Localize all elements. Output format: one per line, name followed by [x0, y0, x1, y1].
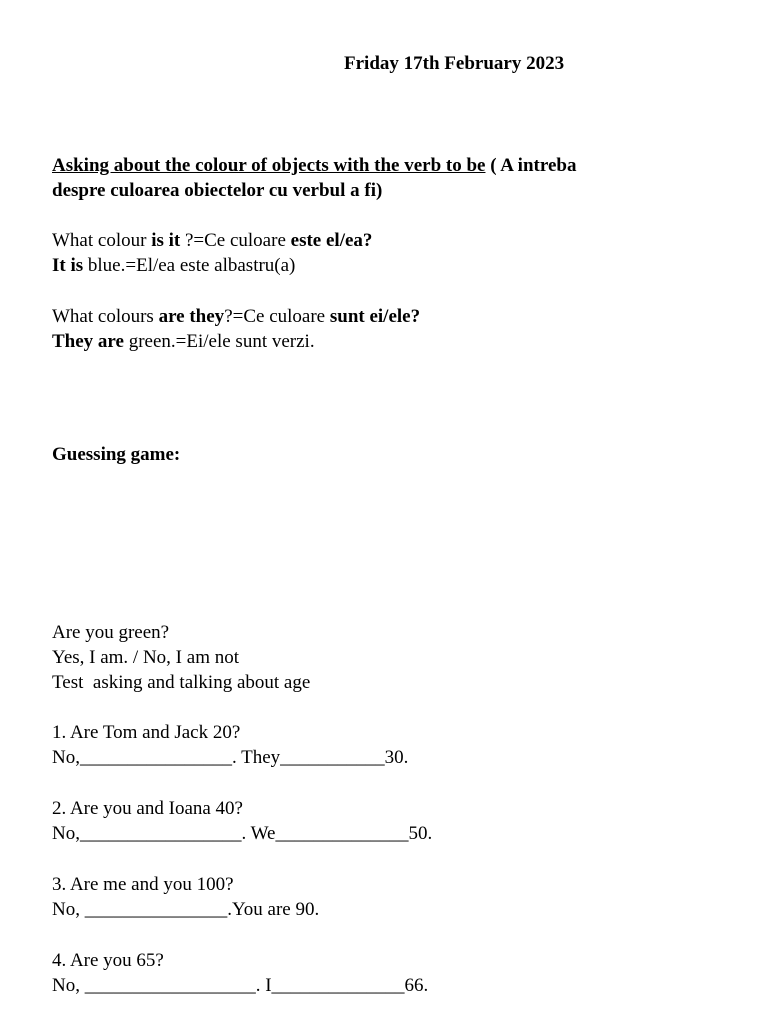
heading-translation-2: despre culoarea obiectelor cu verbul a fi) [52, 180, 383, 201]
singular-a-a: It is [52, 255, 84, 276]
intro-line-2: Yes, I am. / No, I am not [52, 647, 240, 668]
plural-q-a: What colours [52, 306, 159, 327]
heading-line-1 [52, 155, 576, 177]
singular-a-b: blue.=El/ea este albastru(a) [83, 255, 296, 276]
heading-translation-1: ( A intreba [485, 155, 577, 176]
singular-question [52, 230, 372, 252]
singular-answer [52, 255, 295, 277]
document-date: Friday 17th February 2023 [344, 53, 565, 74]
exercise-4-answer: No, __________________. I______________66. [52, 975, 429, 996]
intro-line-1: Are you green? [52, 622, 170, 643]
exercise-1-answer: No,________________. They___________30. [52, 747, 409, 768]
intro-line-3: Test asking and talking about age [52, 672, 311, 693]
plural-q-d: sunt ei/ele? [329, 306, 421, 327]
heading-title: Asking about the colour of objects with the verb to be [52, 155, 486, 176]
exercise-4-question: 4. Are you 65? [52, 950, 164, 971]
singular-q-a: What colour [52, 230, 152, 251]
exercise-2-question: 2. Are you and Ioana 40? [52, 798, 243, 819]
plural-question [52, 306, 420, 328]
singular-q-c: ?=Ce culoare [180, 230, 291, 251]
exercise-3-answer: No, _______________.You are 90. [52, 899, 320, 920]
exercise-3-question: 3. Are me and you 100? [52, 874, 234, 895]
plural-answer [52, 331, 315, 353]
singular-q-d: este el/ea? [290, 230, 373, 251]
plural-q-b: are they [158, 306, 225, 327]
guessing-game-heading: Guessing game: [52, 444, 181, 465]
plural-a-b: green.=Ei/ele sunt verzi. [123, 331, 315, 352]
plural-q-c: ?=Ce culoare [224, 306, 330, 327]
exercise-1-question: 1. Are Tom and Jack 20? [52, 722, 241, 743]
singular-q-b: is it [151, 230, 181, 251]
plural-a-a: They are [52, 331, 124, 352]
exercise-2-answer: No,_________________. We______________50. [52, 823, 433, 844]
